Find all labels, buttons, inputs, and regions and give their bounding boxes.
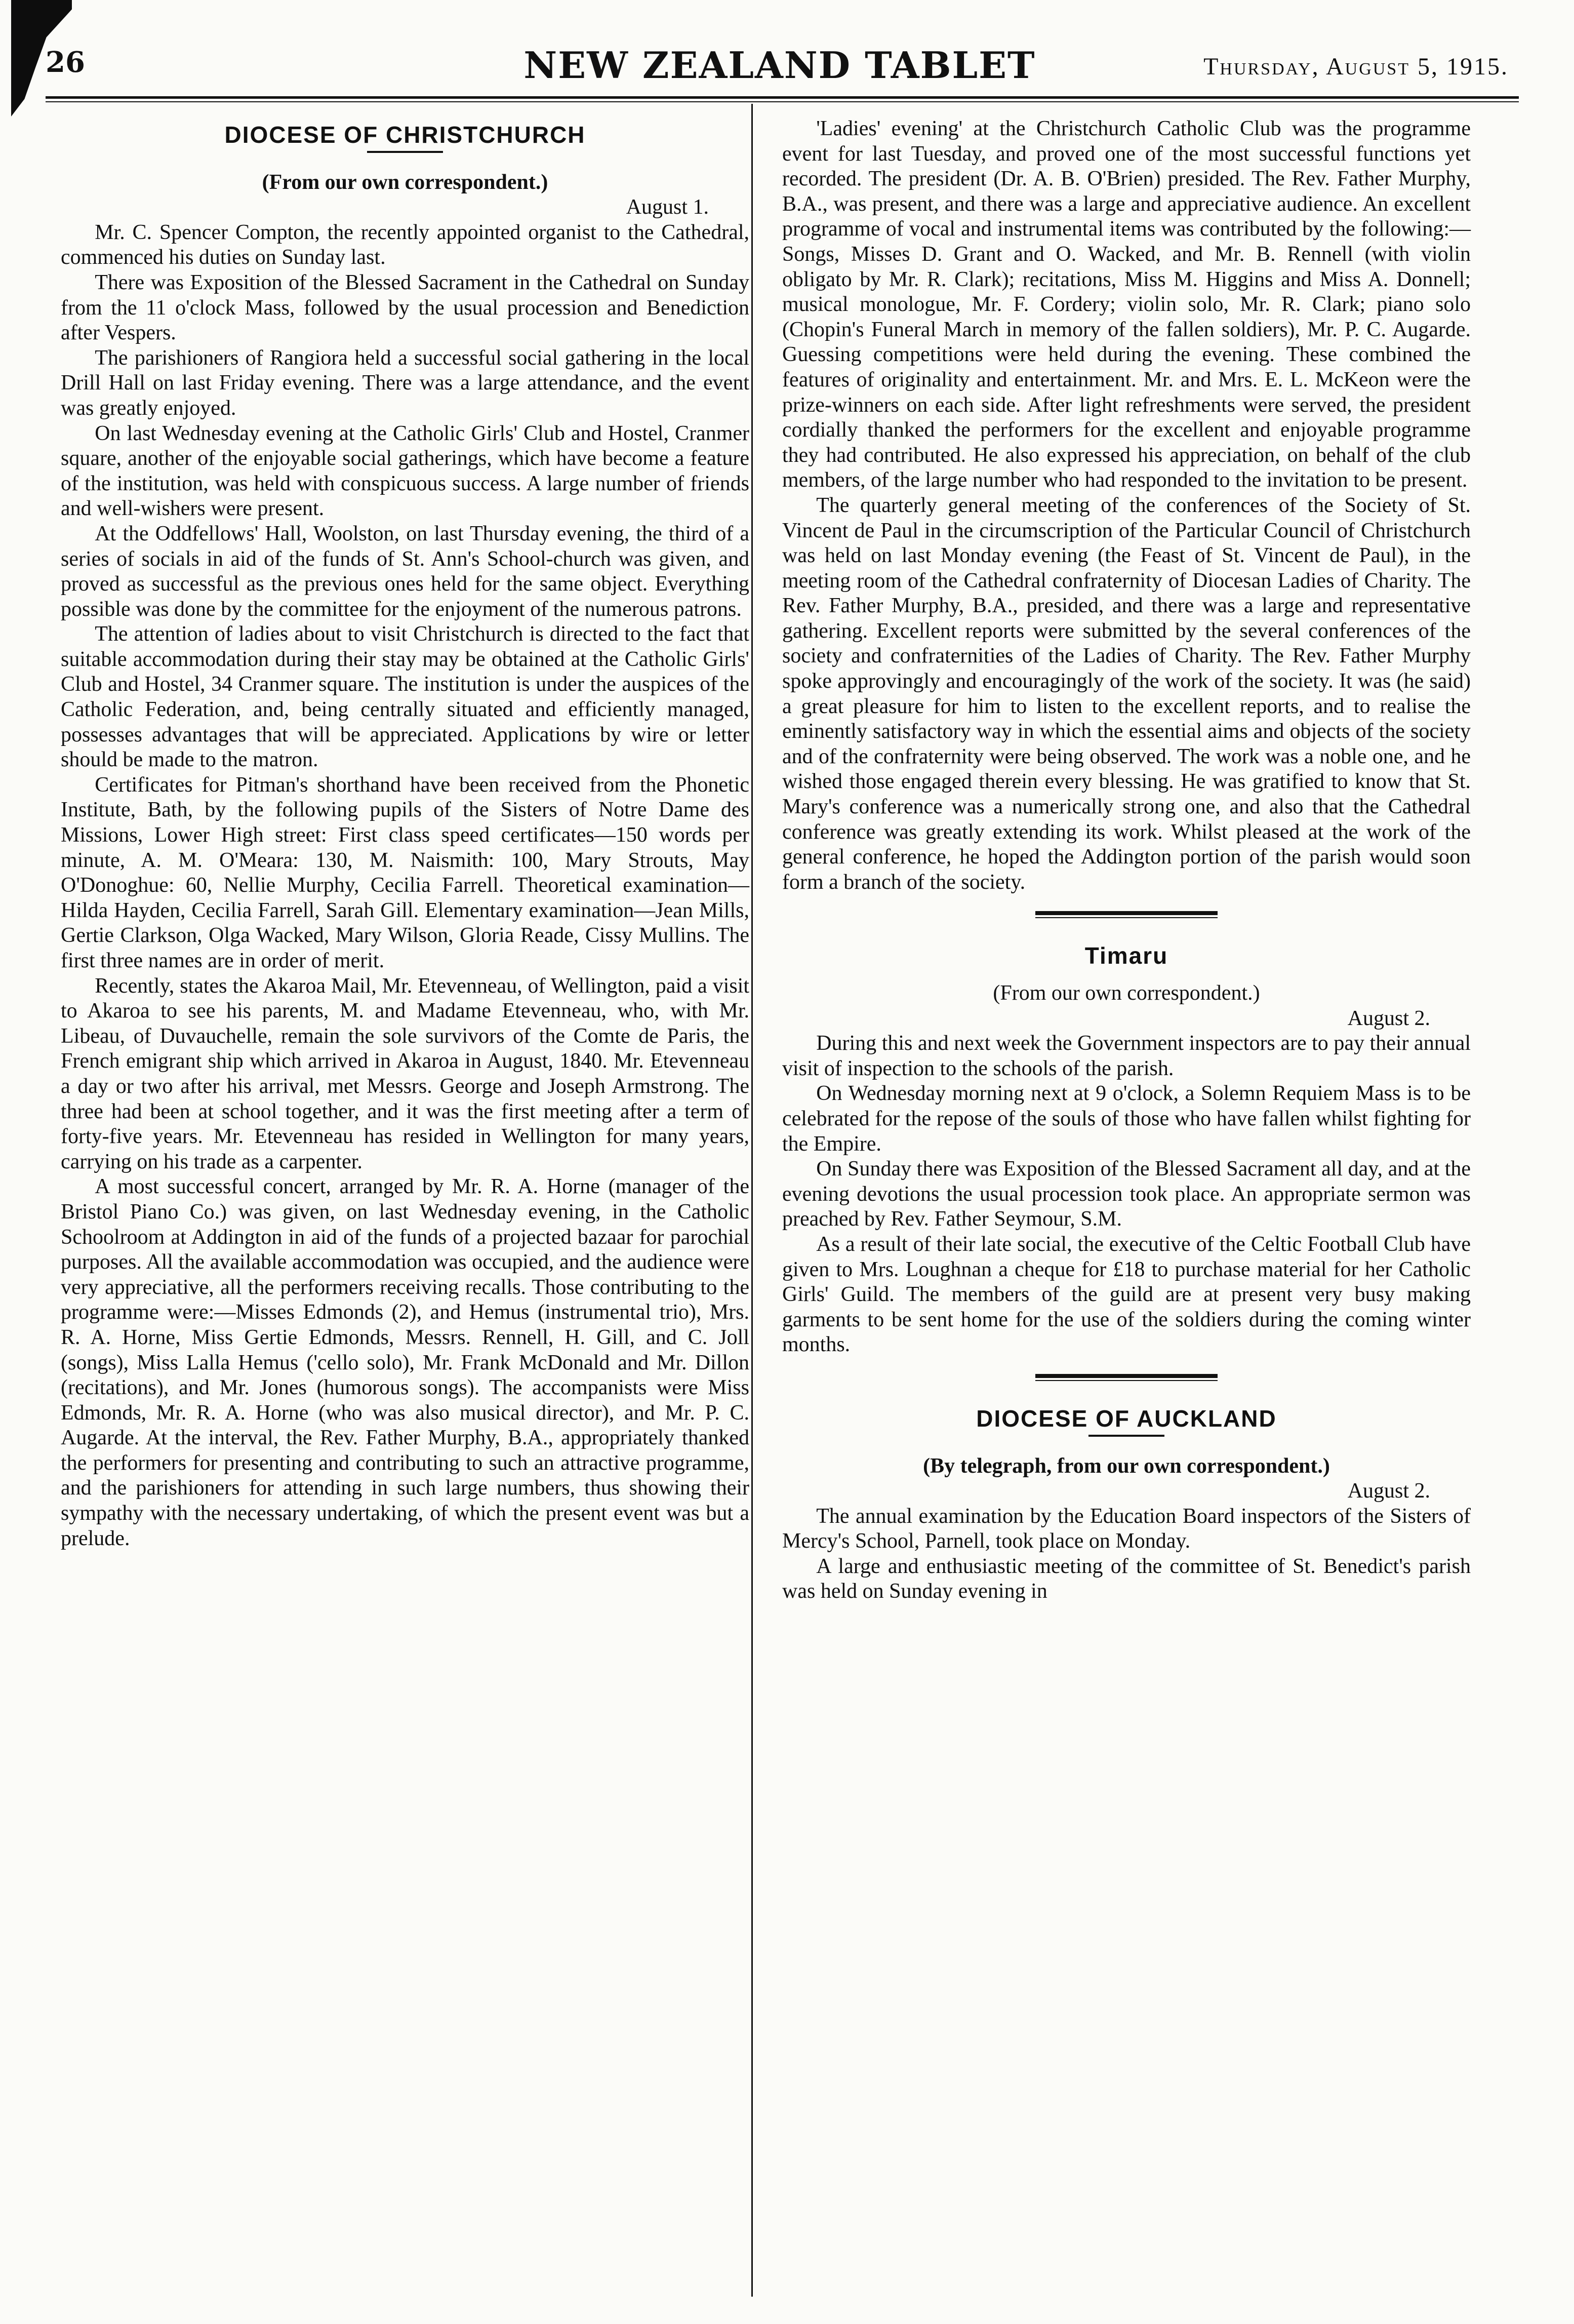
auckland-date: August 2. bbox=[1347, 1479, 1430, 1503]
heading-rule bbox=[1088, 1435, 1164, 1437]
column-divider bbox=[751, 104, 753, 2297]
article-paragraph: There was Exposition of the Blessed Sacrament in the Cathedral on Sunday from the 11 o'clock Mass, followed by the usual procession and Benediction after Vespers. bbox=[61, 270, 749, 345]
article-paragraph: On Wednesday morning next at 9 o'clock, a Solemn Requiem Mass is to be celebrated for the repose of the souls of those who have fallen whilst fighting for the Empire. bbox=[782, 1082, 1471, 1156]
timaru-byline: (From our own correspondent.) bbox=[993, 981, 1260, 1005]
article-paragraph: The attention of ladies about to visit Christchurch is directed to the fact that suitable accommodation during their stay may be obtained at the Catholic Girls' Club and Hostel, 34 Cranmer square. The institution is under the auspices of the Catholic Federation, and, being centrally situated and efficiently managed, possesses advantages that will be appreciated. Applications by wire or letter should be made to the matron. bbox=[61, 622, 749, 772]
header-rule bbox=[46, 96, 1519, 99]
article-paragraph: A most successful concert, arranged by Mr. R. A. Horne (manager of the Bristol Piano Co.) was given, on last Wednesday evening, in the Catholic Schoolroom at Addington in aid of the funds of a projected bazaar for parochial purposes. All the available accommodation was occupied, and the audience were very appreciative, all the performers receiving recalls. Those contributing to the programme were:—Misses Edmonds (2), and Hemus (instrumental trio), Mrs. R. A. Horne, Miss Gertie Edmonds, Messrs. Rennell, H. Gill, and C. Joll (songs), Miss Lalla Hemus ('cello solo), Mr. Frank McDonald and Mr. Dillon (recitations), and Mr. Jones (humorous songs). The accompanists were Miss Edmonds, Mr. R. A. Horne (who was also musical director), and Mr. P. C. Augarde. At the interval, the Rev. Father Murphy, B.A., appropriately thanked the performers for presenting and contributing to such an attractive programme, and the parishioners for attending in such large numbers, thus showing their sympathy with the necessary undertaking, of which the present event was but a prelude. bbox=[61, 1175, 749, 1550]
article-paragraph: The annual examination by the Education Board inspectors of the Sisters of Mercy's School, Parnell, took place on Monday. bbox=[782, 1504, 1471, 1553]
masthead-title: NEW ZEALAND TABLET bbox=[523, 44, 1036, 87]
header-rule-thin bbox=[46, 101, 1519, 102]
section-separator-thin bbox=[1035, 917, 1218, 918]
issue-date: Thursday, August 5, 1915. bbox=[1203, 53, 1509, 80]
christchurch-date: August 1. bbox=[626, 195, 709, 219]
page-number: 26 bbox=[46, 46, 85, 79]
page-header bbox=[41, 40, 1519, 95]
right-column bbox=[782, 116, 1471, 1604]
article-paragraph: Mr. C. Spencer Compton, the recently appointed organist to the Cathedral, commenced his duties on Sunday last. bbox=[61, 220, 749, 269]
section-separator-thin bbox=[1035, 1380, 1218, 1381]
article-paragraph: Recently, states the Akaroa Mail, Mr. Etevenneau, of Wellington, paid a visit to Akaroa to see his parents, M. and Madame Etevenneau, who, with Mr. Libeau, of Duvauchelle, remain the sole survivors of the Comte de Paris, the French emigrant ship which arrived in Akaroa in August, 1840. Mr. Etevenneau a day or two after his arrival, met Messrs. George and Joseph Armstrong. The three had been at school together, and it was the first meeting after a term of forty-five years. Mr. Etevenneau has resided in Wellington for many years, carrying on his trade as a carpenter. bbox=[61, 974, 749, 1173]
article-paragraph: 'Ladies' evening' at the Christchurch Catholic Club was the programme event for last Tuesday, and proved one of the most successful functions yet recorded. The president (Dr. A. B. O'Brien) presided. The Rev. Father Murphy, B.A., was present, and there was a large and appreciative audience. An excellent programme of vocal and instrumental items was contributed by the following:—Songs, Misses D. Grant and O. Wacked, and Mr. B. Rennell (with violin obligato by Mr. R. Clark); recitations, Miss M. Higgins and Miss A. Donnell; musical monologue, Mr. F. Cordery; violin solo, Mr. R. Clark; piano solo (Chopin's Funeral March in memory of the fallen soldiers), Mr. P. C. Augarde. Guessing competitions were held during the evening. These combined the features of originality and entertainment. Mr. and Mrs. E. L. McKeon were the prize-winners on each side. After light refreshments were served, the president cordially thanked the performers for the excellent and enjoyable programme they had contributed. He also expressed his appreciation, on behalf of the club members, of the large number who had responded to the invitation to be present. bbox=[782, 117, 1471, 492]
article-paragraph: On Sunday there was Exposition of the Blessed Sacrament all day, and at the evening devotions the usual procession took place. An appropriate sermon was preached by Rev. Father Seymour, S.M. bbox=[782, 1157, 1471, 1231]
timaru-heading: Timaru bbox=[1084, 942, 1168, 969]
article-paragraph: During this and next week the Government inspectors are to pay their annual visit of inspection to the schools of the parish. bbox=[782, 1032, 1471, 1080]
christchurch-byline: (From our own correspondent.) bbox=[262, 170, 548, 194]
article-paragraph: The parishioners of Rangiora held a successful social gathering in the local Drill Hall on last Friday evening. There was a large attendance, and the event was greatly enjoyed. bbox=[61, 346, 749, 420]
article-paragraph: The quarterly general meeting of the conferences of the Society of St. Vincent de Paul in the circumscription of the Particular Council of Christchurch was held on last Monday evening (the Feast of St. Vincent de Paul), in the meeting room of the Cathedral confraternity of Diocesan Ladies of Charity. The Rev. Father Murphy, B.A., presided, and there was a large and representative gathering. Excellent reports were submitted by the several conferences of the society and confraternities of the Ladies of Charity. The Rev. Father Murphy spoke approvingly and encouragingly of the work of the society. It was (he said) a great pleasure for him to listen to the excellent reports, and to realise the eminently satisfactory way in which the essential aims and objects of the society and of the confraternity were being observed. The work was a noble one, and he wished those engaged therein every blessing. He was gratified to know that St. Mary's conference was a numerically strong one, and also that the Cathedral conference was greatly extending its work. Whilst pleased at the work of the general conference, he hoped the Addington portion of the parish would soon form a branch of the society. bbox=[782, 493, 1471, 894]
article-paragraph: Certificates for Pitman's shorthand have been received from the Phonetic Institute, Bath, by the following pupils of the Sisters of Notre Dame des Missions, Lower High street: First class speed certificates—150 words per minute, A. M. O'Meara: 130, M. Naismith: 100, Mary Strouts, May O'Donoghue: 60, Nellie Murphy, Cecilia Farrell. Theoretical examination—Hilda Hayden, Cecilia Farrell, Sarah Gill. Elementary examination—Jean Mills, Gertie Clarkson, Olga Wacked, Mary Wilson, Gloria Reade, Cissy Mullins. The first three names are in order of merit. bbox=[61, 773, 749, 972]
heading-rule bbox=[367, 151, 443, 153]
section-separator bbox=[1035, 911, 1218, 915]
auckland-heading: DIOCESE OF AUCKLAND bbox=[976, 1405, 1277, 1432]
left-column bbox=[61, 116, 749, 1551]
article-paragraph: A large and enthusiastic meeting of the committee of St. Benedict's parish was held on Sunday evening in bbox=[782, 1554, 1471, 1603]
article-paragraph: As a result of their late social, the executive of the Celtic Football Club have given to Mrs. Loughnan a cheque for £18 to purchase material for her Catholic Girls' Guild. The members of the guild are at present very busy making garments to be sent home for the use of the soldiers during the coming winter months. bbox=[782, 1232, 1471, 1357]
auckland-byline: (By telegraph, from our own correspondent.) bbox=[923, 1454, 1330, 1478]
christchurch-heading: DIOCESE OF CHRISTCHURCH bbox=[224, 122, 586, 148]
article-paragraph: On last Wednesday evening at the Catholic Girls' Club and Hostel, Cranmer square, another of the enjoyable social gatherings, which have become a feature of the institution, was held with conspicuous success. A large number of friends and well-wishers were present. bbox=[61, 421, 749, 521]
timaru-date: August 2. bbox=[1347, 1006, 1430, 1030]
article-paragraph: At the Oddfellows' Hall, Woolston, on last Thursday evening, the third of a series of socials in aid of the funds of St. Ann's School-church was given, and proved as successful as the previous ones held for the same object. Everything possible was done by the committee for the enjoyment of the numerous patrons. bbox=[61, 522, 749, 621]
section-separator bbox=[1035, 1374, 1218, 1378]
